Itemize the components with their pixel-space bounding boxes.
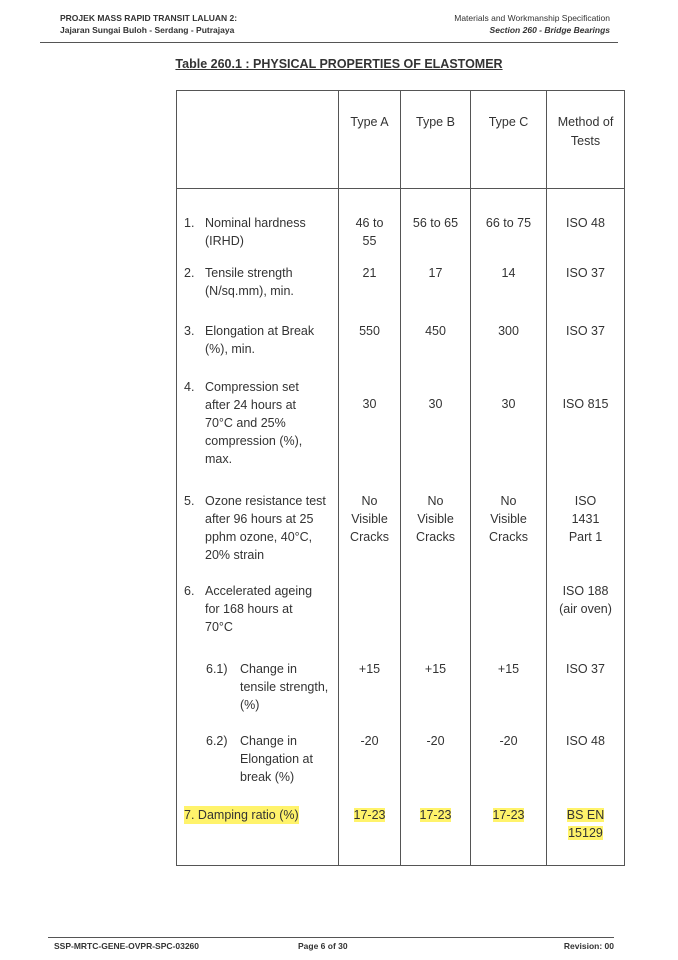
property-label: Nominal hardness (IRHD) (205, 216, 306, 248)
row-number: 6. (184, 584, 195, 598)
table-row (177, 189, 625, 264)
properties-table (176, 90, 625, 866)
type-c-value: No Visible Cracks (489, 494, 528, 544)
row-number: 2. (184, 266, 195, 280)
column-header-method: Method of Tests (547, 91, 625, 189)
method-value: ISO 37 (566, 266, 605, 280)
type-a-value: 46 to 55 (355, 216, 384, 248)
column-header-type-c: Type C (471, 91, 547, 189)
type-c-value: 66 to 75 (485, 216, 532, 230)
row-number: 6.1) (206, 662, 228, 676)
table-row (177, 491, 625, 581)
method-value: ISO 188 (air oven) (559, 584, 612, 616)
type-a-value: -20 (360, 734, 379, 748)
project-title (60, 12, 237, 36)
table-row (177, 377, 625, 491)
type-b-value: No Visible Cracks (416, 494, 455, 544)
spec-title-line2: Section 260 - Bridge Bearings (489, 25, 610, 35)
type-b-value: 17 (428, 266, 443, 280)
type-c-value: 30 (501, 397, 516, 411)
type-c-value: +15 (497, 662, 520, 676)
property-label: Change in Elongation at break (%) (240, 734, 313, 784)
document-number: SSP-MRTC-GENE-OVPR-SPC-03260 (54, 941, 200, 951)
row-number: 6.2) (206, 734, 228, 748)
type-a-value: 30 (362, 397, 377, 411)
spec-title (454, 12, 610, 36)
method-value: ISO 815 (562, 397, 609, 411)
row-number: 3. (184, 324, 195, 338)
type-a-value: 21 (362, 266, 377, 280)
revision: Revision: 00 (563, 941, 614, 951)
type-b-value: +15 (424, 662, 447, 676)
project-title-line1: PROJEK MASS RAPID TRANSIT LALUAN 2: (60, 13, 238, 23)
row-number: 5. (184, 494, 195, 508)
property-label: Tensile strength (N/sq.mm), min. (205, 266, 294, 298)
method-value: ISO 1431 Part 1 (568, 494, 603, 544)
column-header-type-b: Type B (401, 91, 471, 189)
method-value: BS EN 15129 (566, 808, 605, 840)
type-c-value: 14 (501, 266, 516, 280)
table-row (177, 321, 625, 377)
type-c-value: -20 (499, 734, 518, 748)
type-b-value: 30 (428, 397, 443, 411)
property-label: Change in tensile strength, (%) (240, 662, 329, 712)
page-number: Page 6 of 30 (298, 941, 348, 951)
method-value: ISO 48 (566, 734, 605, 748)
property-label: Accelerated ageing for 168 hours at 70°C (205, 584, 313, 634)
type-c-value: 300 (498, 324, 519, 338)
table-title: Table 260.1 : PHYSICAL PROPERTIES OF ELASTOMER (175, 57, 503, 71)
page-footer (48, 937, 614, 955)
table-row (177, 581, 625, 659)
method-value: ISO 37 (566, 662, 605, 676)
type-a-value: 550 (359, 324, 380, 338)
type-a-value: 17-23 (353, 808, 386, 822)
property-label: Damping ratio (%) (197, 808, 299, 822)
table-row (177, 263, 625, 321)
type-b-value: 450 (425, 324, 446, 338)
type-a-value: No Visible Cracks (350, 494, 389, 544)
type-b-value: 17-23 (419, 808, 452, 822)
damping-ratio-label (184, 806, 299, 824)
property-label: Compression set after 24 hours at 70°C and 25% compression (%), max. (205, 380, 303, 466)
column-header-property (177, 91, 339, 189)
row-number: 4. (184, 380, 195, 394)
project-title-line2: Jajaran Sungai Buloh - Serdang - Putrajaya (60, 25, 235, 35)
type-c-value: 17-23 (492, 808, 525, 822)
spec-title-line1: Materials and Workmanship Specification (454, 13, 610, 23)
row-number: 1. (184, 216, 195, 230)
table-row (177, 659, 625, 731)
method-value: ISO 37 (566, 324, 605, 338)
page-header (40, 10, 618, 43)
property-label: Elongation at Break (%), min. (205, 324, 315, 356)
table-row (177, 805, 625, 866)
type-b-value: -20 (426, 734, 445, 748)
type-a-value: +15 (358, 662, 381, 676)
method-value: ISO 48 (566, 216, 605, 230)
table-row (177, 731, 625, 805)
property-label: Ozone resistance test after 96 hours at 25 pphm ozone, 40°C, 20% strain (205, 494, 326, 562)
type-b-value: 56 to 65 (412, 216, 459, 230)
row-number: 7. (184, 808, 195, 822)
table-header-row (177, 91, 625, 189)
column-header-type-a: Type A (339, 91, 401, 189)
